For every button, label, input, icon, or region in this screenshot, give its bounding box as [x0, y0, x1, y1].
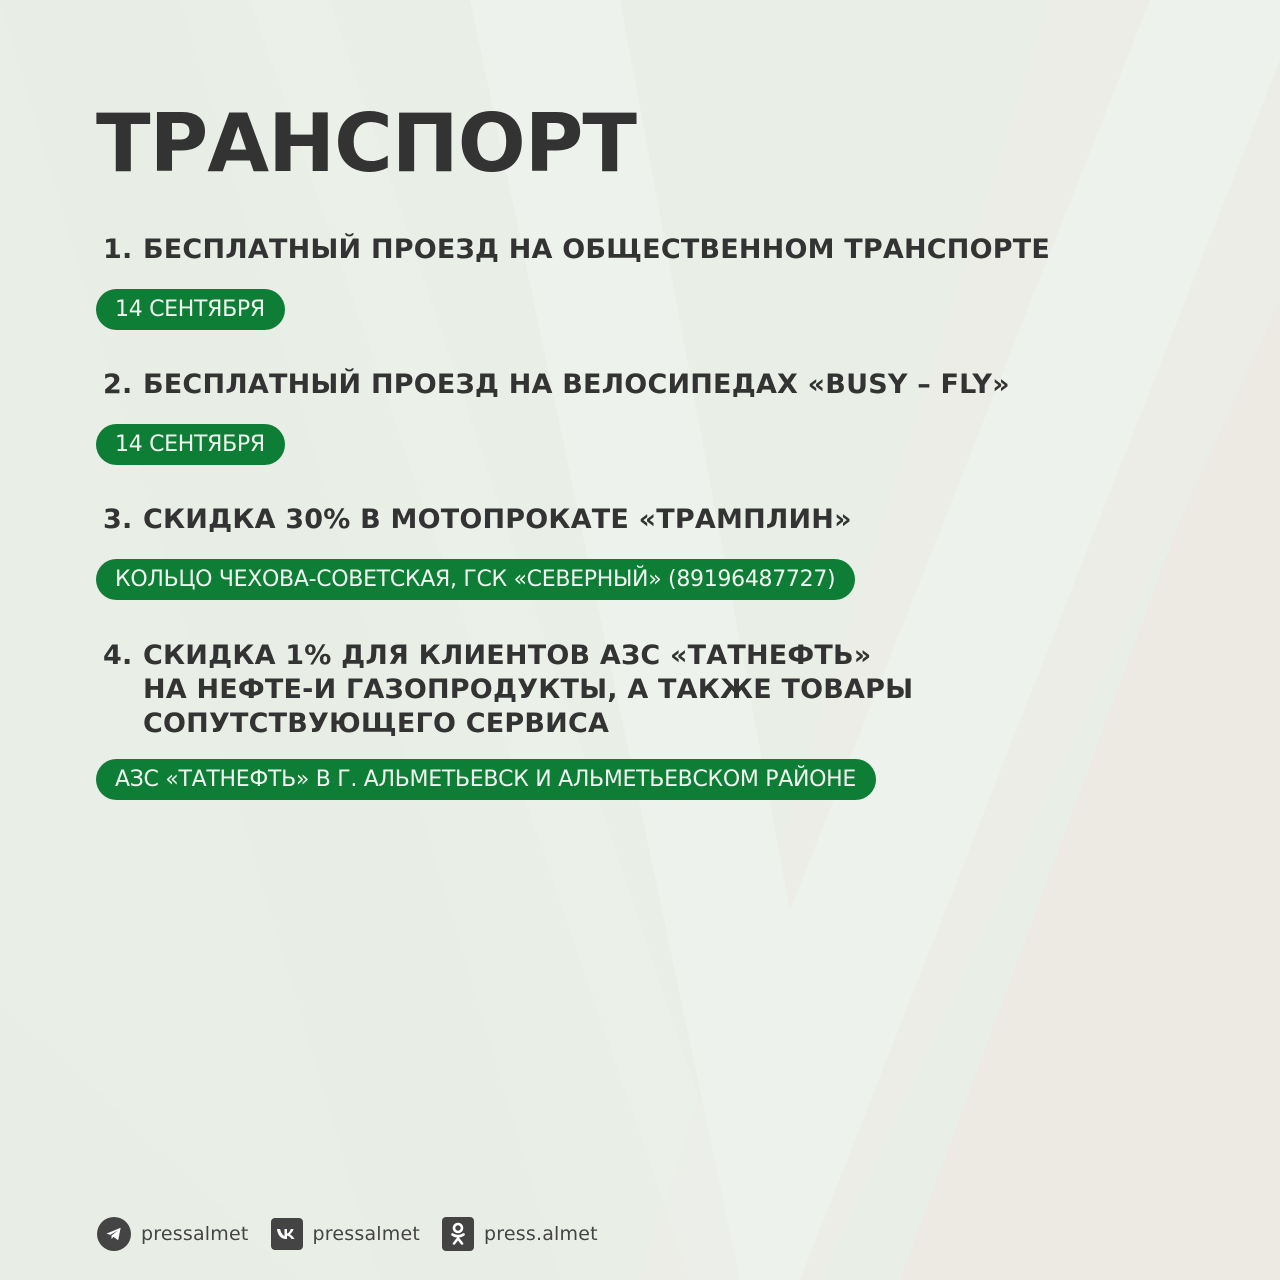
item-text-line: СКИДКА 30% В МОТОПРОКАТЕ «ТРАМПЛИН» [143, 504, 852, 535]
item-pill-1: 14 СЕНТЯБРЯ [96, 289, 285, 330]
item-heading-1 [103, 233, 1050, 267]
item-heading-4 [103, 639, 913, 741]
item-text-line: БЕСПЛАТНЫЙ ПРОЕЗД НА ОБЩЕСТВЕННОМ ТРАНСПОРТЕ [143, 234, 1050, 265]
item-text-line: СКИДКА 1% ДЛЯ КЛИЕНТОВ АЗС «ТАТНЕФТЬ» [143, 640, 872, 671]
social-links [97, 1216, 620, 1252]
telegram-handle: pressalmet [141, 1223, 249, 1245]
page-title: ТРАНСПОРТ [96, 97, 636, 190]
item-heading-3 [103, 503, 852, 537]
item-number: 1. [103, 234, 133, 265]
item-heading-2 [103, 368, 1010, 402]
telegram-icon [97, 1217, 131, 1251]
item-number: 2. [103, 369, 133, 400]
item-text-line: НА НЕФТЕ-И ГАЗОПРОДУКТЫ, А ТАКЖЕ ТОВАРЫ [143, 674, 914, 705]
vk-handle: pressalmet [312, 1223, 421, 1245]
social-odnoklassniki[interactable] [442, 1217, 598, 1251]
item-number: 3. [103, 504, 133, 535]
item-text-line: БЕСПЛАТНЫЙ ПРОЕЗД НА ВЕЛОСИПЕДАХ «BUSY – FLY» [143, 369, 1010, 400]
item-pill-4: АЗС «ТАТНЕФТЬ» В Г. АЛЬМЕТЬЕВСК И АЛЬМЕТЬЕВСКОМ РАЙОНЕ [96, 759, 876, 800]
item-pill-3: КОЛЬЦО ЧЕХОВА-СОВЕТСКАЯ, ГСК «СЕВЕРНЫЙ» (89196487727) [96, 559, 855, 600]
item-text-line: СОПУТСТВУЮЩЕГО СЕРВИСА [143, 708, 610, 739]
odnoklassniki-handle: press.almet [484, 1223, 598, 1245]
vk-icon [271, 1218, 303, 1250]
item-number: 4. [103, 640, 133, 671]
social-vk[interactable] [271, 1218, 421, 1250]
item-pill-2: 14 СЕНТЯБРЯ [96, 424, 285, 465]
odnoklassniki-icon [442, 1217, 474, 1251]
social-telegram[interactable] [97, 1217, 249, 1251]
